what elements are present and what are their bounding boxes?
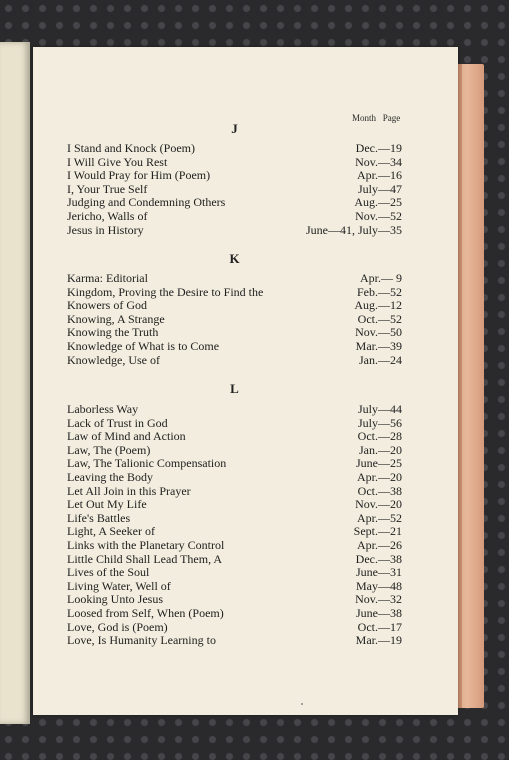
entry-title: Light, A Seeker of [67, 524, 155, 539]
entry-ref: Sept.—21 [353, 524, 402, 539]
index-entry [67, 183, 402, 197]
page-speck [301, 703, 303, 705]
entry-ref: Aug.—12 [354, 298, 402, 313]
entry-title: Knowers of God [67, 298, 147, 313]
entry-title: Let All Join in this Prayer [67, 483, 191, 498]
entry-ref: June—38 [356, 605, 402, 620]
entry-title: Looking Unto Jesus [67, 592, 163, 607]
column-header-page: Page [382, 113, 401, 123]
entry-title: Lack of Trust in God [67, 415, 168, 430]
entry-ref: Dec.—38 [355, 551, 402, 566]
index-entry [67, 634, 402, 648]
index-entry [67, 169, 402, 183]
index-entry [67, 512, 402, 526]
entry-ref: June—41, July—35 [306, 222, 402, 237]
index-entry [67, 485, 402, 499]
entry-ref: Apr.— 9 [360, 271, 402, 285]
entry-ref: Aug.—25 [354, 195, 402, 210]
entry-title: Knowledge of What is to Come [67, 338, 220, 353]
entry-title: Lives of the Soul [67, 565, 150, 580]
index-entry [67, 210, 402, 224]
entry-ref: Nov.—32 [355, 592, 402, 607]
column-header-month: Month [352, 113, 377, 123]
index-entry [67, 566, 402, 580]
index-entry [67, 142, 402, 156]
entry-title: Knowing the Truth [67, 325, 159, 340]
index-entry [67, 313, 402, 327]
entry-title: Life's Battles [67, 510, 131, 525]
entry-title: Living Water, Well of [67, 578, 171, 593]
entry-title: Laborless Way [67, 402, 139, 416]
entry-title: Love, Is Humanity Learning to [67, 633, 216, 648]
entry-title: Love, God is (Poem) [67, 619, 168, 634]
entry-ref: Nov.—50 [355, 325, 402, 340]
entry-title: Judging and Condemning Others [67, 195, 226, 210]
entry-ref: Oct.—38 [357, 483, 402, 498]
entry-title: Loosed from Self, When (Poem) [67, 605, 224, 620]
entry-ref: Nov.—20 [355, 497, 402, 512]
entry-title: Leaving the Body [67, 469, 153, 484]
entry-ref: June—31 [356, 565, 402, 580]
index-entry [67, 340, 402, 354]
entry-title: I Stand and Knock (Poem) [67, 141, 195, 155]
entry-title: Let Out My Life [67, 497, 147, 512]
entry-title: Knowing, A Strange [67, 311, 165, 326]
entry-ref: July—47 [357, 181, 402, 196]
index-entry [67, 417, 402, 431]
index-entry [67, 621, 402, 635]
entry-title: Kingdom, Proving the Desire to Find the [67, 284, 264, 299]
entry-ref: Apr.—26 [357, 537, 402, 552]
entry-ref: July—56 [357, 415, 402, 430]
entry-ref: Oct.—52 [357, 311, 402, 326]
entry-ref: Apr.—20 [357, 469, 402, 484]
entry-title: Links with the Planetary Control [67, 537, 225, 552]
index-entry [67, 471, 402, 485]
index-entry [67, 326, 402, 340]
section-letter-k: K [229, 251, 240, 266]
entry-ref: Apr.—16 [357, 168, 402, 183]
index-entry [67, 553, 402, 567]
entry-title: Jesus in History [67, 222, 144, 237]
index-entry [67, 354, 402, 368]
entry-ref: Oct.—28 [357, 429, 402, 444]
index-entry [67, 580, 402, 594]
entry-ref: Nov.—52 [355, 208, 402, 223]
index-entry [67, 457, 402, 471]
section-k-entries [67, 272, 402, 367]
section-letter-j: J [231, 121, 238, 136]
entry-ref: Mar.—39 [355, 338, 402, 353]
section-j-entries [67, 142, 402, 237]
entry-title: Knowledge, Use of [67, 352, 160, 367]
entry-title: I, Your True Self [67, 181, 148, 196]
index-entry [67, 498, 402, 512]
entry-ref: Jan.—24 [359, 352, 402, 367]
entry-title: Jericho, Walls of [67, 208, 148, 223]
index-entry [67, 299, 402, 313]
index-entry [67, 196, 402, 210]
entry-ref: Nov.—34 [355, 154, 402, 169]
entry-title: Law of Mind and Action [67, 429, 186, 444]
entry-title: I Would Pray for Him (Poem) [67, 168, 211, 183]
section-l-entries [67, 403, 402, 648]
index-entry [67, 525, 402, 539]
section-letter-l: L [230, 381, 239, 396]
index-entry [67, 444, 402, 458]
entry-ref: June—25 [356, 456, 402, 471]
entry-title: Law, The (Poem) [67, 442, 151, 457]
entry-ref: Feb.—52 [357, 284, 402, 299]
entry-ref: Oct.—17 [357, 619, 402, 634]
entry-ref: Jan.—20 [359, 442, 402, 457]
entry-title: Law, The Talionic Compensation [67, 456, 227, 471]
entry-title: Little Child Shall Lead Them, A [67, 551, 223, 566]
entry-ref: Mar.—19 [355, 633, 402, 648]
index-entry [67, 539, 402, 553]
index-entry [67, 272, 402, 286]
entry-title: I Will Give You Rest [67, 154, 168, 169]
entry-ref: May—48 [356, 578, 402, 593]
index-entry [67, 224, 402, 238]
entry-ref: Apr.—52 [357, 510, 402, 525]
index-entry [67, 286, 402, 300]
entry-title: Karma: Editorial [67, 271, 148, 285]
index-entry [67, 593, 402, 607]
index-entry [67, 403, 402, 417]
index-entry [67, 156, 402, 170]
entry-ref: Dec.—19 [355, 141, 402, 155]
entry-ref: July—44 [357, 402, 402, 416]
index-entry [67, 607, 402, 621]
index-entry [67, 430, 402, 444]
